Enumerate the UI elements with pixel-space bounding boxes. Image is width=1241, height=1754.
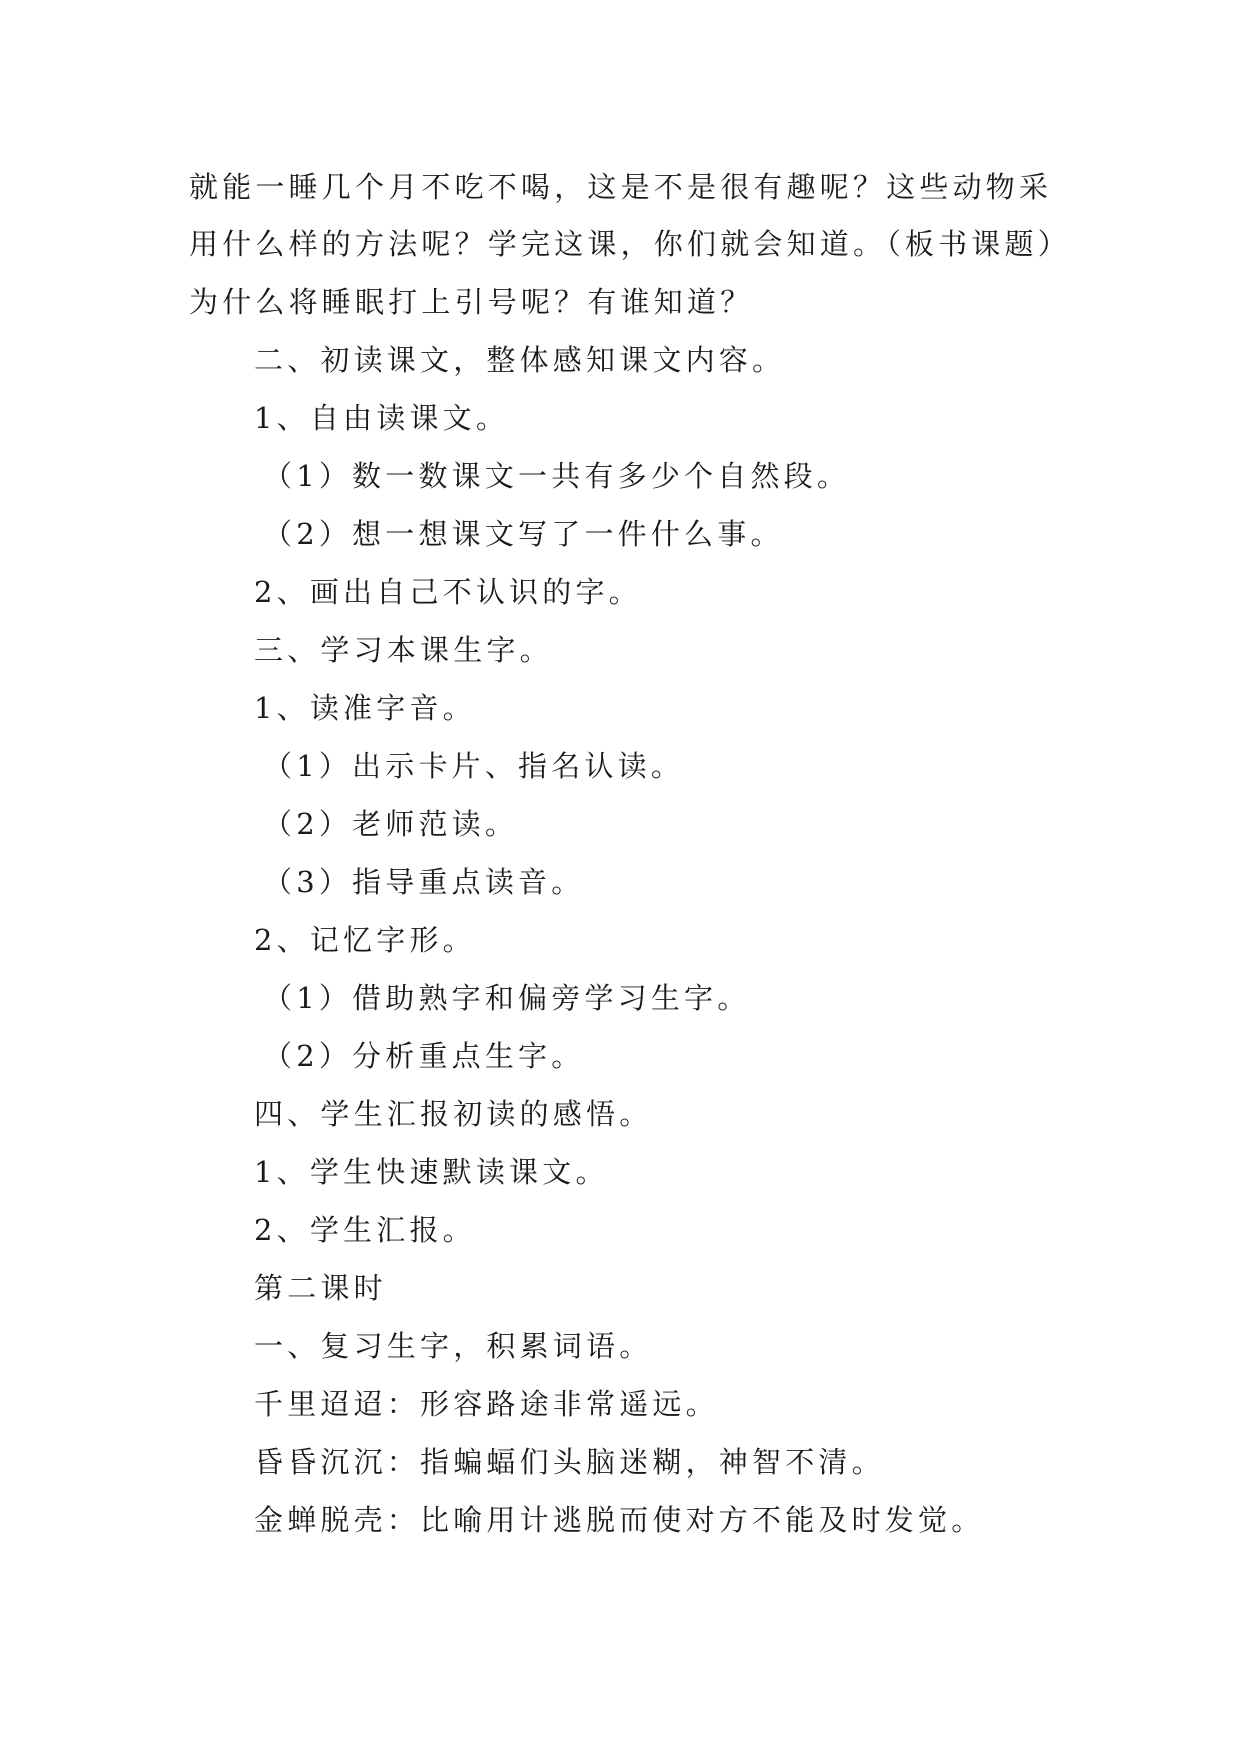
list-item: 2、画出自己不认识的字。 [254,575,642,609]
sub-list-item: （1）数一数课文一共有多少个自然段。 [263,459,851,493]
section-heading: 二、初读课文，整体感知课文内容。 [254,343,786,377]
sub-list-item: （2）分析重点生字。 [263,1039,585,1073]
vocabulary-item: 千里迢迢：形容路途非常遥远。 [254,1387,719,1421]
list-item: 1、自由读课文。 [254,401,510,435]
sub-list-item: （2）想一想课文写了一件什么事。 [263,517,784,551]
section-heading: 三、学习本课生字。 [254,633,553,667]
list-item: 2、记忆字形。 [254,923,476,957]
section-heading: 四、学生汇报初读的感悟。 [254,1097,653,1131]
paragraph-line: 为什么将睡眠打上引号呢？有谁知道？ [189,285,754,319]
vocabulary-item: 昏昏沉沉：指蝙蝠们头脑迷糊，神智不清。 [254,1445,885,1479]
section-heading: 一、复习生字，积累词语。 [254,1329,653,1363]
sub-list-item: （1）借助熟字和偏旁学习生字。 [263,981,751,1015]
sub-list-item: （2）老师范读。 [263,807,519,841]
sub-list-item: （3）指导重点读音。 [263,865,585,899]
paragraph-line: 用什么样的方法呢？学完这课，你们就会知道。（板书课题） [189,227,1071,261]
vocabulary-item: 金蝉脱壳：比喻用计逃脱而使对方不能及时发觉。 [254,1503,985,1537]
sub-list-item: （1）出示卡片、指名认读。 [263,749,685,783]
paragraph-line: 就能一睡几个月不吃不喝，这是不是很有趣呢？这些动物采 [189,170,1053,204]
list-item: 1、读准字音。 [254,691,476,725]
list-item: 2、学生汇报。 [254,1213,476,1247]
list-item: 1、学生快速默读课文。 [254,1155,609,1189]
lesson-heading: 第二课时 [254,1271,387,1305]
